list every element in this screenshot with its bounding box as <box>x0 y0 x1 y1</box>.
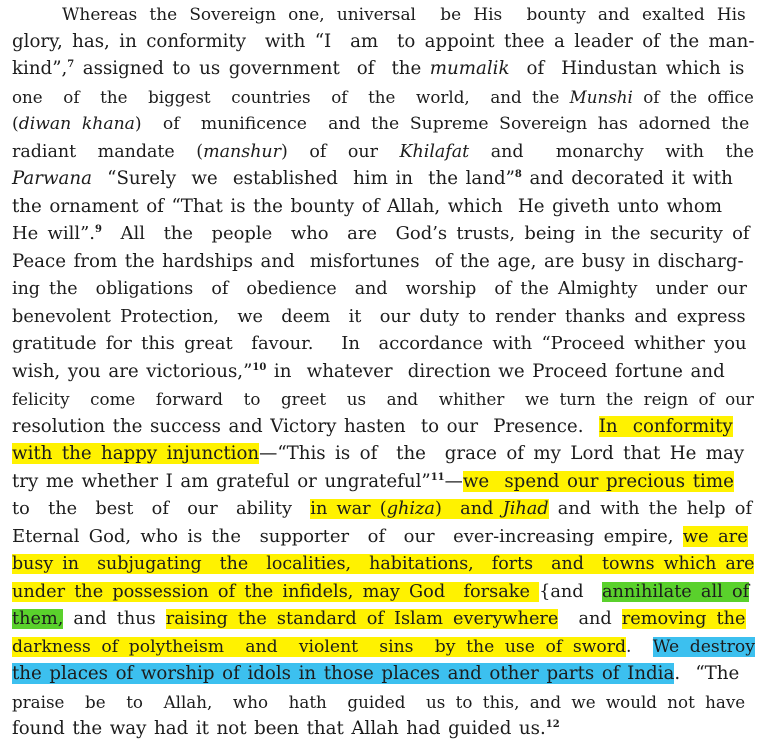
text-segment: try me whether I am grateful or ungrateful” <box>12 470 431 492</box>
text-segment: Peace from the hardships and misfortunes of the age, are busy in discharg- <box>12 250 744 272</box>
text-segment: and decorated it with <box>521 168 733 189</box>
text-segment: one of the biggest countries of the world, and the <box>12 86 570 107</box>
text-segment: Eternal God, who is the supporter of our ever-increasing empire, <box>12 525 683 547</box>
text-segment: and thus <box>63 609 166 629</box>
footnote-marker: 12 <box>545 719 560 730</box>
text-segment: in whatever direction we Proceed fortune and <box>266 360 725 382</box>
footnote-marker: 7 <box>67 59 75 70</box>
text-segment: the ornament of “That is the bounty of Allah, which He giveth unto whom <box>12 195 723 217</box>
italic-term: diwan khana <box>18 114 135 134</box>
text-line <box>12 413 733 441</box>
text-segment: ) of munificence and the Supreme Sovereign has adorned the <box>134 114 750 134</box>
text-segment: wish, you are victorious,” <box>12 360 253 382</box>
text-line <box>12 110 749 138</box>
text-line <box>12 688 745 716</box>
italic-term: mumalik <box>429 58 510 79</box>
highlighted-text-yellow: under the possession of the infidels, <box>12 581 363 602</box>
text-line <box>12 468 734 496</box>
text-line <box>12 83 754 111</box>
text-segment: resolution the success and Victory hasten to our Presence. <box>12 415 599 437</box>
text-segment: praise be to Allah, who hath guided us to this, and we would not have <box>12 691 746 712</box>
text-segment: felicity come forward to greet us and whither we turn the reign of our <box>12 389 754 409</box>
text-line <box>12 358 725 386</box>
text-segment: gratitude for this great favour. In accordance with “Proceed whither you <box>12 333 747 354</box>
text-line <box>12 55 744 83</box>
text-line <box>12 303 746 331</box>
footnote-marker: 11 <box>430 471 445 483</box>
footnote-marker: 10 <box>252 361 267 373</box>
text-segment: ing the obligations of obedience and worship of the Almighty under our <box>12 279 747 299</box>
highlighted-text-yellow: ) and <box>434 499 503 519</box>
text-line <box>12 165 733 193</box>
highlighted-italic-term: Jihad <box>502 499 549 519</box>
highlighted-text-yellow: busy in subjugating the localities, habitations, forts and towns which are <box>12 554 755 574</box>
text-line <box>12 660 739 688</box>
text-segment: . <box>625 636 653 657</box>
text-segment: kind”, <box>12 58 68 79</box>
text-segment: glory, has, in conformity with “I am to appoint thee a leader of the man- <box>12 30 755 52</box>
text-segment: radiant mandate ( <box>12 141 204 162</box>
footnote-marker: 8 <box>514 169 522 180</box>
text-segment: assigned to us government of the <box>74 58 430 79</box>
highlighted-text-yellow: with the happy injunction <box>12 443 260 464</box>
text-segment: — <box>444 470 463 492</box>
text-segment: Whereas the Sovereign one, universal be His bounty and exalted His <box>62 4 746 24</box>
highlighted-text-blue: We destroy <box>652 636 755 657</box>
text-line <box>12 440 744 468</box>
italic-term: Khilafat <box>399 141 470 162</box>
highlighted-text-yellow: may God forsake <box>362 581 540 602</box>
text-line <box>12 28 754 56</box>
text-segment: of Hindustan which is <box>509 58 745 79</box>
text-line <box>12 330 747 358</box>
text-segment: benevolent Protection, we deem it our duty to render thanks and express <box>12 306 746 327</box>
italic-term: Parwana <box>12 168 92 189</box>
text-line <box>12 550 754 578</box>
text-line <box>12 523 748 551</box>
text-segment: of the office <box>632 86 754 107</box>
highlighted-text-yellow: darkness of polytheism and violent sins by the use of sword <box>12 636 626 657</box>
text-segment: . “The <box>674 663 740 684</box>
highlighted-text-yellow: in war ( <box>310 499 387 519</box>
text-segment: and with the help of <box>548 499 752 519</box>
highlighted-text-blue: the places of worship of idols in those places and other parts of India <box>12 663 675 684</box>
text-segment: ( <box>12 114 19 134</box>
text-segment: “Surely we established him in the land” <box>91 168 515 189</box>
text-line <box>12 715 560 743</box>
text-segment: to the best of our ability <box>12 499 311 519</box>
text-segment: found the way had it not been that Allah had guided us. <box>12 718 546 739</box>
text-line <box>12 385 754 413</box>
text-line <box>12 605 746 633</box>
text-line <box>12 633 755 661</box>
footnote-marker: 9 <box>95 224 102 235</box>
text-line <box>62 0 746 28</box>
text-line <box>12 138 754 166</box>
text-segment: {and <box>539 581 602 602</box>
highlighted-text-yellow: we spend our precious time <box>462 470 734 492</box>
text-segment: ) of our <box>281 141 400 162</box>
text-line <box>12 220 750 248</box>
text-segment: He will”. <box>12 223 95 244</box>
text-line <box>12 495 752 523</box>
text-segment: and <box>558 609 622 629</box>
highlighted-text-green: them, <box>12 609 64 629</box>
highlighted-text-yellow: In conformity <box>598 415 733 437</box>
italic-term: manshur <box>203 141 281 162</box>
highlighted-text-green: annihilate all of <box>601 581 750 602</box>
text-line <box>12 578 749 606</box>
text-segment: All the people who are God’s trusts, being in the security of <box>101 223 750 244</box>
text-line <box>12 275 747 303</box>
highlighted-text-yellow: removing the <box>621 609 746 629</box>
italic-term: Munshi <box>569 86 633 107</box>
text-line <box>12 248 744 276</box>
highlighted-text-yellow: we are <box>682 525 748 547</box>
text-line <box>12 193 722 221</box>
text-segment: and monarchy with the <box>469 141 755 162</box>
highlighted-italic-term: ghiza <box>386 499 435 519</box>
highlighted-text-yellow: raising the standard of Islam everywhere <box>165 609 559 629</box>
text-segment: —“This is of the grace of my Lord that He may <box>259 443 745 464</box>
